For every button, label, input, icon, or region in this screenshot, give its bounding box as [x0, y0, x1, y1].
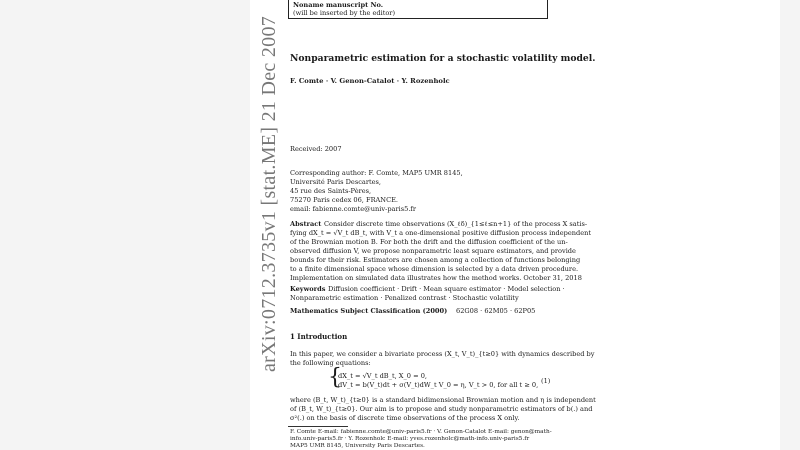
abstract-line: of the Brownian motion B. For both the drift and the diffusion coefficient of the un- — [290, 238, 568, 246]
left-margin-panel — [0, 0, 250, 450]
correspondence-line: 75270 Paris cedex 06, FRANCE. — [290, 196, 399, 204]
received-date: Received: 2007 — [290, 145, 342, 153]
body-line: of (B_t, W_t)_{t≥0}. Our aim is to propose and study nonparametric estimators of b(.) and — [290, 405, 593, 413]
author-list: F. Comte · V. Genon-Catalot · Y. Rozenholc — [290, 77, 450, 85]
intro-line: In this paper, we consider a bivariate process (X_t, V_t)_{t≥0} with dynamics described by — [290, 350, 595, 358]
abstract-line: Consider discrete time observations (X_ℓδ)_{1≤ℓ≤n+1} of the process X satis- — [324, 220, 588, 228]
abstract-line: fying dX_t = √V_t dB_t, with V_t a one-dimensional positive diffusion process independent — [290, 229, 592, 237]
correspondence-line: 45 rue des Saints-Pères, — [290, 187, 372, 195]
abstract-line: bounds for their risk. Estimators are chosen among a collection of functions belonging — [290, 256, 581, 264]
intro-line: the following equations: — [290, 359, 371, 367]
keywords-label: Keywords — [290, 285, 326, 293]
body-line: where (B_t, W_t)_{t≥0} is a standard bidimensional Brownian motion and η is independent — [290, 396, 596, 404]
editor-note: (will be inserted by the editor) — [293, 8, 396, 17]
abstract-line: Implementation on simulated data illustrates how the method works. October 31, 2018 — [290, 274, 582, 282]
correspondence-line: Corresponding author: F. Comte, MAP5 UMR 8145, — [290, 169, 463, 177]
body-line: σ²(.) on the basis of discrete time observations of the process X only. — [290, 414, 520, 422]
abstract-line: observed diffusion V, we propose nonparametric least square estimators, and provide — [290, 247, 576, 255]
msc-codes: 62G08 · 62M05 · 62P05 — [456, 307, 536, 315]
manuscript-number-box — [288, 0, 548, 19]
manuscript-number-label: Noname manuscript No. — [293, 1, 384, 9]
correspondence-line: email: fabienne.comte@univ-paris5.fr — [290, 205, 417, 213]
equation-line: dX_t = √V_t dB_t, X_0 = 0, — [338, 372, 427, 380]
footnote-line: MAP5 UMR 8145, University Paris Descartes. — [290, 443, 425, 449]
abstract-label: Abstract — [290, 220, 322, 228]
paper-title: Nonparametric estimation for a stochastic volatility model. — [290, 53, 596, 64]
right-margin-panel — [780, 0, 800, 450]
section-heading: 1 Introduction — [290, 332, 348, 341]
arxiv-identifier-stamp: arXiv:0712.3735v1 [stat.ME] 21 Dec 2007 — [258, 15, 280, 372]
keywords-line: Diffusion coefficient · Drift · Mean square estimator · Model selection · — [328, 285, 565, 293]
footnote-line: info.univ-paris5.fr · Y. Rozenholc E-mail: yves.rozenholc@math-info.univ-paris5.fr — [290, 436, 530, 442]
msc-label: Mathematics Subject Classification (2000) — [290, 307, 448, 315]
equation-line: dV_t = b(V_t)dt + σ(V_t)dW_t V_0 = η, V_t > 0, for all t ≥ 0, — [338, 381, 539, 389]
keywords-line: Nonparametric estimation · Penalized contrast · Stochastic volatility — [290, 294, 519, 302]
correspondence-line: Université Paris Descartes, — [290, 178, 382, 186]
equation-brace: { — [328, 365, 342, 390]
equation-number: (1) — [541, 377, 551, 385]
abstract-line: to a finite dimensional space whose dimension is selected by a data driven procedure. — [290, 265, 579, 273]
footnote-line: F. Comte E-mail: fabienne.comte@univ-paris5.fr · V. Genon-Catalot E-mail: genon@math- — [290, 429, 552, 435]
footnote-rule — [288, 426, 348, 427]
